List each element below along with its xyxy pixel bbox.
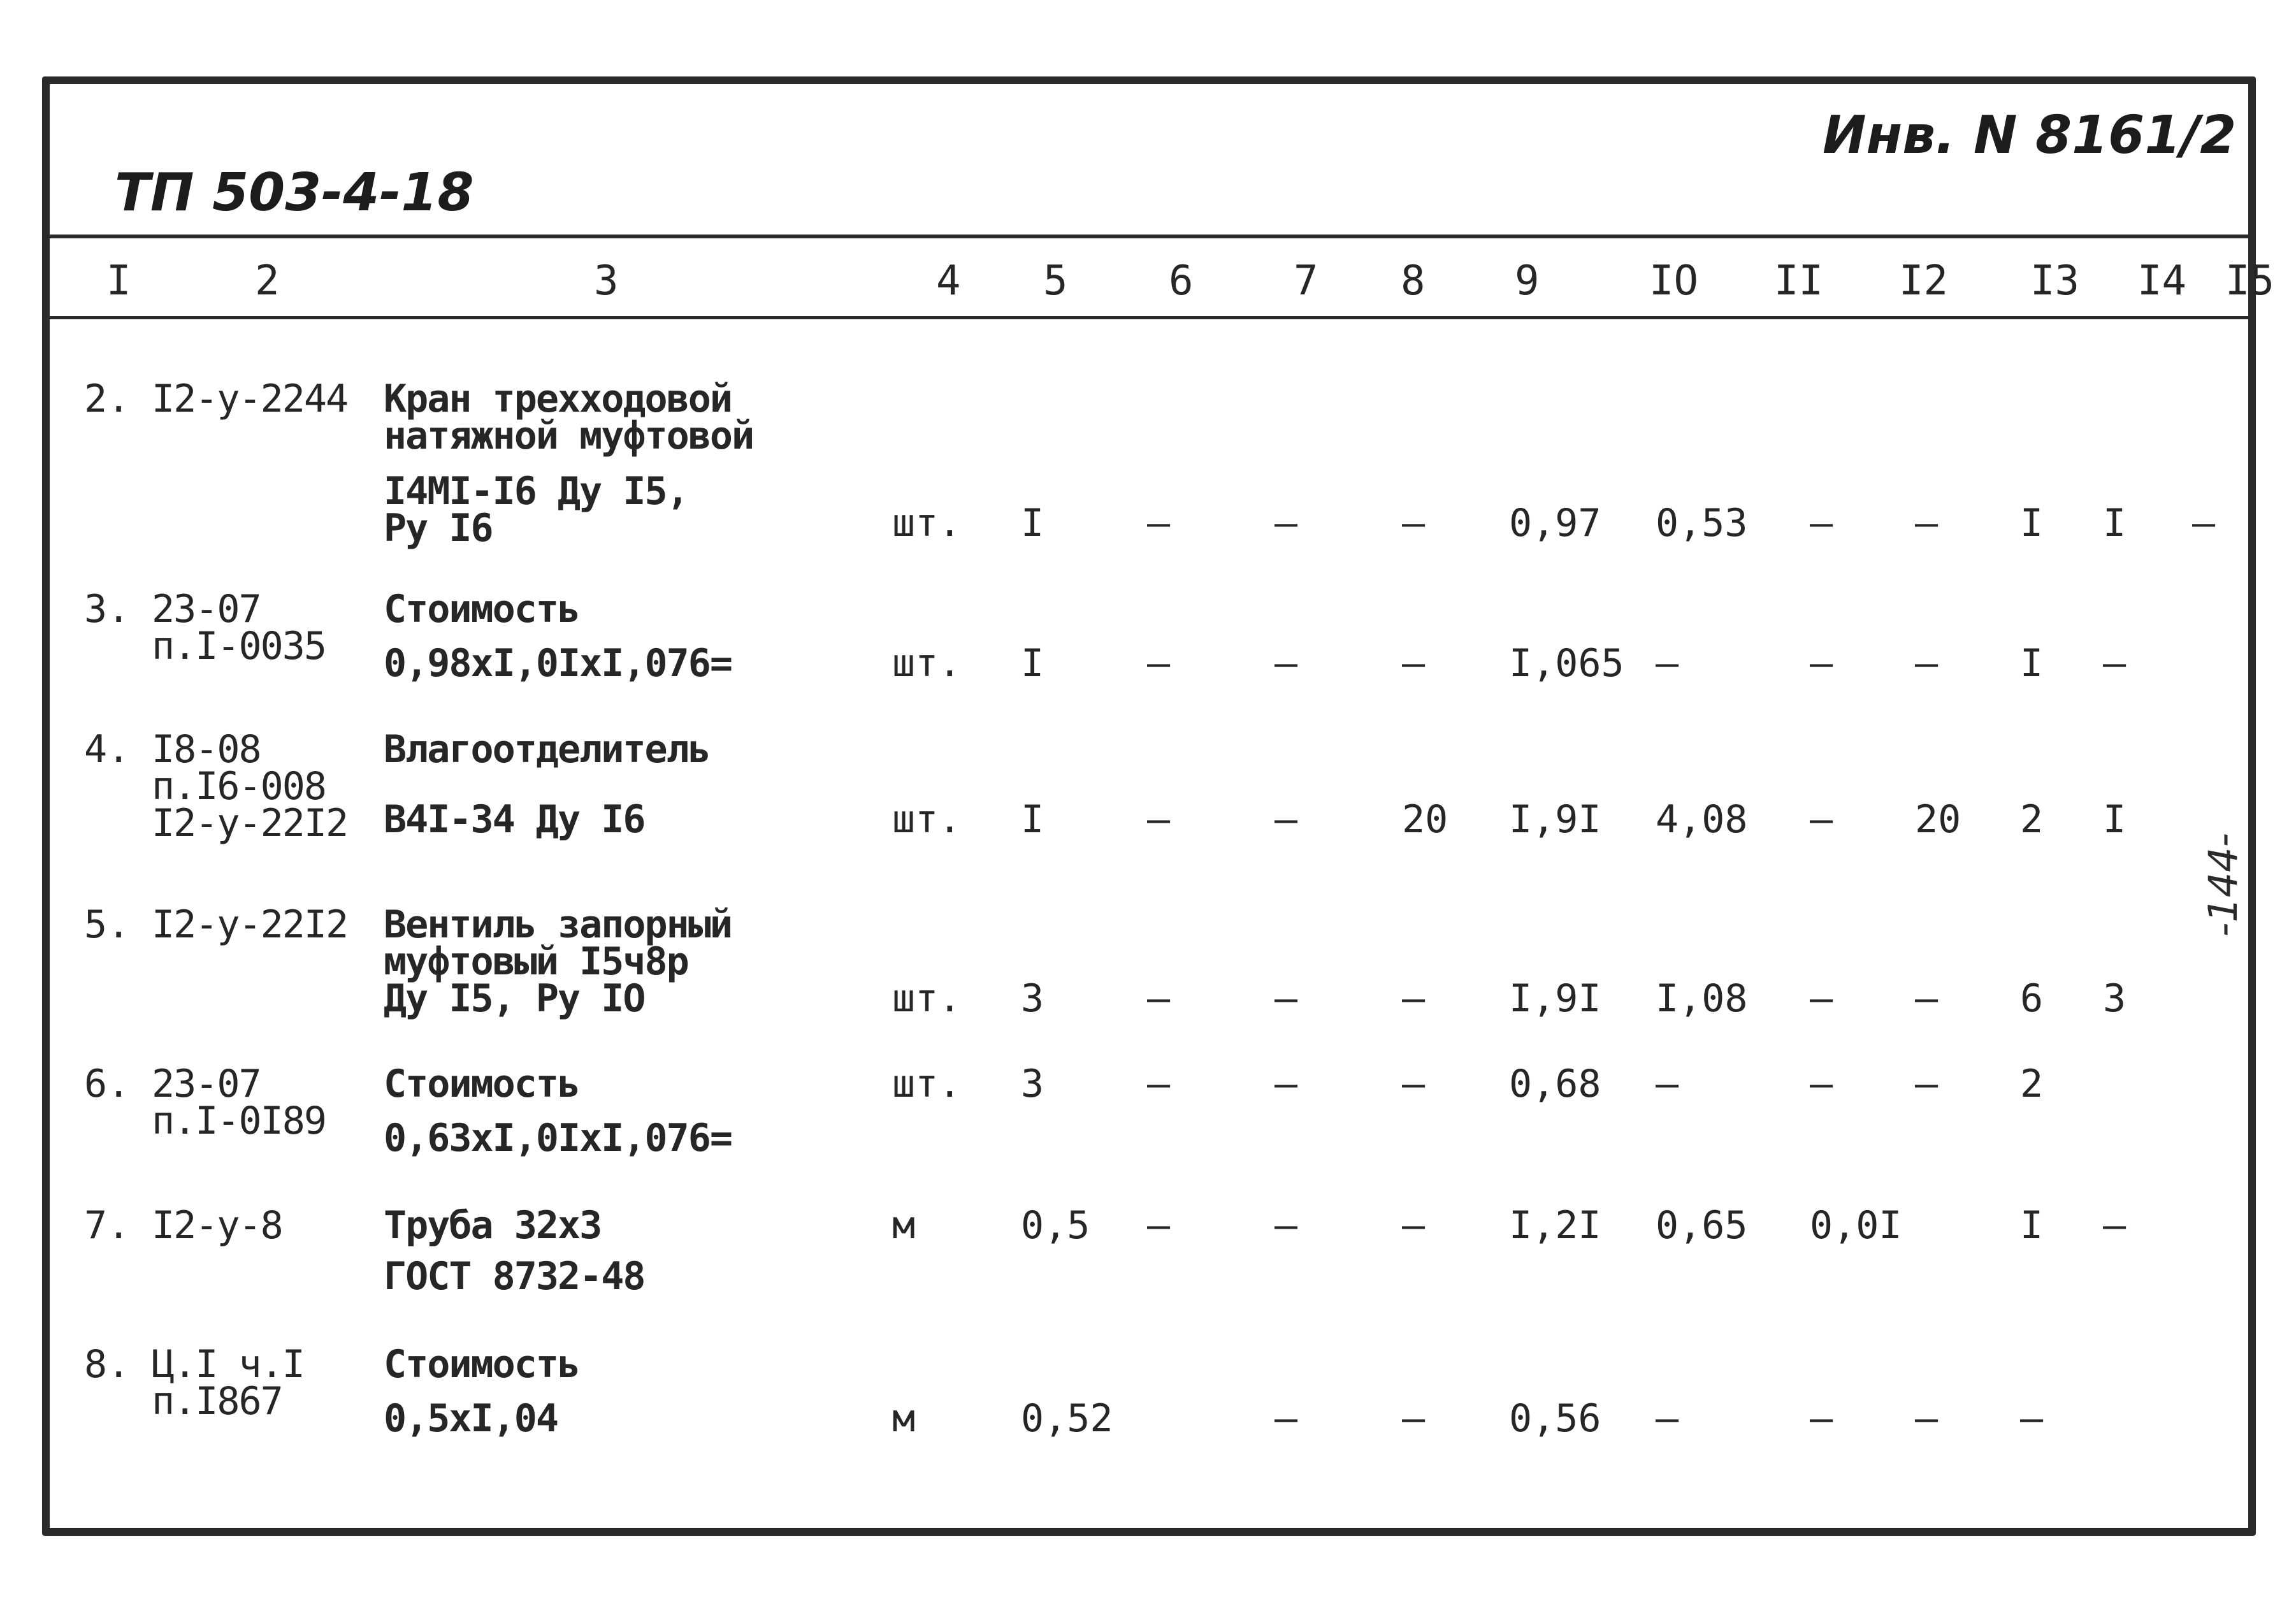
row-name-line: натяжной муфтовой	[384, 414, 754, 458]
row-value-col-7: –	[1274, 501, 1298, 545]
column-header-3: 3	[594, 257, 619, 305]
row-number: 3.	[84, 587, 131, 632]
row-name-line: 0,5хI,04	[384, 1396, 558, 1441]
row-value-col-13: I	[2020, 501, 2044, 545]
row-value-col-6: –	[1147, 797, 1171, 842]
row-value-col-5: I	[1021, 641, 1044, 686]
row-value-col-10: 0,53	[1656, 501, 1748, 545]
header-divider	[48, 235, 2249, 238]
row-number: 7.	[84, 1203, 131, 1248]
row-unit: шт.	[892, 976, 962, 1021]
row-value-col-13: 6	[2020, 976, 2044, 1021]
row-value-col-6: –	[1147, 641, 1171, 686]
row-code: п.I-0I89	[152, 1099, 326, 1143]
row-code: п.I6-008	[152, 764, 326, 809]
row-name-line: Стоимость	[384, 1062, 580, 1106]
row-value-col-13: 2	[2020, 1062, 2044, 1106]
row-number: 5.	[84, 902, 131, 947]
row-code: I2-у-22I2	[152, 801, 348, 846]
row-value-col-10: –	[1656, 1062, 1679, 1106]
row-code: I2-у-8	[152, 1203, 282, 1248]
row-number: 2.	[84, 377, 131, 421]
row-value-col-6: –	[1147, 1203, 1171, 1248]
row-value-col-7: –	[1274, 1396, 1298, 1441]
column-header-divider	[48, 316, 2249, 319]
row-number: 8.	[84, 1342, 131, 1387]
row-code: I8-08	[152, 727, 261, 772]
row-value-col-11: –	[1810, 501, 1833, 545]
row-name-line: муфтовый I5ч8р	[384, 939, 688, 984]
row-name-line: Стоимость	[384, 587, 580, 632]
column-header-8: 8	[1401, 257, 1426, 305]
column-header-13: I3	[2030, 257, 2080, 305]
row-value-col-7: –	[1274, 1203, 1298, 1248]
row-value-col-14: –	[2103, 1203, 2126, 1248]
row-value-col-12: –	[1915, 976, 1939, 1021]
row-unit: шт.	[892, 501, 962, 545]
row-value-col-8: –	[1402, 1062, 1426, 1106]
row-value-col-8: –	[1402, 976, 1426, 1021]
row-value-col-5: I	[1021, 501, 1044, 545]
column-header-12: I2	[1899, 257, 1949, 305]
column-header-6: 6	[1169, 257, 1194, 305]
row-unit: м	[892, 1203, 916, 1248]
row-value-col-10: –	[1656, 641, 1679, 686]
row-value-col-11: 0,0I	[1810, 1203, 1902, 1248]
row-value-col-8: –	[1402, 1396, 1426, 1441]
row-value-col-14: –	[2103, 641, 2126, 686]
row-number: 6.	[84, 1062, 131, 1106]
row-name-line: Ду I5, Ру IО	[384, 976, 645, 1021]
column-header-10: IO	[1649, 257, 1699, 305]
column-header-1: I	[106, 257, 131, 305]
row-name-line: В4I-34 Ду I6	[384, 797, 645, 842]
inventory-number: Инв. N 8161/2	[1823, 105, 2237, 166]
column-header-9: 9	[1515, 257, 1540, 305]
row-value-col-5: 3	[1021, 976, 1044, 1021]
row-code: п.I867	[152, 1379, 282, 1424]
row-value-col-9: 0,56	[1509, 1396, 1601, 1441]
row-value-col-11: –	[1810, 1396, 1833, 1441]
row-value-col-9: I,065	[1509, 641, 1624, 686]
row-value-col-5: 0,52	[1021, 1396, 1113, 1441]
row-value-col-10: 4,08	[1656, 797, 1748, 842]
row-value-col-9: 0,68	[1509, 1062, 1601, 1106]
row-value-col-13: –	[2020, 1396, 2044, 1441]
row-code: п.I-0035	[152, 624, 326, 668]
doc-code: ТП 503-4-18	[115, 163, 474, 223]
row-unit: шт.	[892, 797, 962, 842]
row-name-line: Влагоотделитель	[384, 727, 710, 772]
row-unit: шт.	[892, 641, 962, 686]
row-value-col-5: 3	[1021, 1062, 1044, 1106]
row-value-col-12: –	[1915, 1062, 1939, 1106]
row-value-col-9: I,9I	[1509, 797, 1601, 842]
row-value-col-14: I	[2103, 797, 2126, 842]
row-value-col-12: 20	[1915, 797, 1961, 842]
row-name-line: 0,63хI,0IхI,076=	[384, 1116, 732, 1160]
row-value-col-14: 3	[2103, 976, 2126, 1021]
row-code: Ц.I ч.I	[152, 1342, 304, 1387]
row-name-line: 0,98хI,0IхI,076=	[384, 641, 732, 686]
row-value-col-8: –	[1402, 501, 1426, 545]
row-number: 4.	[84, 727, 131, 772]
row-name-line: Вентиль запорный	[384, 902, 732, 947]
row-value-col-6: –	[1147, 1062, 1171, 1106]
row-value-col-7: –	[1274, 1062, 1298, 1106]
row-name-line: ГОСТ 8732-48	[384, 1254, 645, 1299]
row-code: I2-у-22I2	[152, 902, 348, 947]
column-header-4: 4	[936, 257, 961, 305]
row-name-line: Труба 32х3	[384, 1203, 602, 1248]
row-value-col-11: –	[1810, 641, 1833, 686]
column-header-5: 5	[1043, 257, 1068, 305]
row-value-col-14: I	[2103, 501, 2126, 545]
row-value-col-15: –	[2192, 501, 2216, 545]
row-value-col-9: 0,97	[1509, 501, 1601, 545]
row-value-col-12: –	[1915, 1396, 1939, 1441]
column-header-7: 7	[1294, 257, 1318, 305]
row-unit: шт.	[892, 1062, 962, 1106]
page-number: -144-	[2200, 832, 2246, 937]
row-value-col-10: I,08	[1656, 976, 1748, 1021]
row-value-col-12: –	[1915, 501, 1939, 545]
column-header-2: 2	[255, 257, 280, 305]
row-name-line: Стоимость	[384, 1342, 580, 1387]
row-value-col-8: 20	[1402, 797, 1448, 842]
row-value-col-11: –	[1810, 976, 1833, 1021]
row-value-col-9: I,2I	[1509, 1203, 1601, 1248]
column-header-15: I5	[2225, 257, 2275, 305]
row-value-col-8: –	[1402, 1203, 1426, 1248]
row-value-col-11: –	[1810, 1062, 1833, 1106]
row-value-col-12: –	[1915, 641, 1939, 686]
row-value-col-8: –	[1402, 641, 1426, 686]
row-value-col-13: I	[2020, 1203, 2044, 1248]
row-value-col-7: –	[1274, 641, 1298, 686]
row-value-col-5: 0,5	[1021, 1203, 1090, 1248]
row-value-col-10: 0,65	[1656, 1203, 1748, 1248]
row-value-col-9: I,9I	[1509, 976, 1601, 1021]
row-value-col-11: –	[1810, 797, 1833, 842]
row-value-col-7: –	[1274, 797, 1298, 842]
row-unit: м	[892, 1396, 916, 1441]
row-value-col-5: I	[1021, 797, 1044, 842]
row-value-col-13: I	[2020, 641, 2044, 686]
row-code: 23-07	[152, 587, 261, 632]
row-name-line: I4МI-I6 Ду I5,	[384, 469, 688, 514]
row-value-col-6: –	[1147, 976, 1171, 1021]
row-value-col-10: –	[1656, 1396, 1679, 1441]
row-name-line: Кран трехходовой	[384, 377, 732, 421]
row-value-col-7: –	[1274, 976, 1298, 1021]
row-code: 23-07	[152, 1062, 261, 1106]
row-name-line: Ру I6	[384, 506, 493, 551]
row-value-col-13: 2	[2020, 797, 2044, 842]
column-header-14: I4	[2137, 257, 2187, 305]
row-value-col-6: –	[1147, 501, 1171, 545]
row-code: I2-у-2244	[152, 377, 348, 421]
column-header-11: II	[1774, 257, 1824, 305]
